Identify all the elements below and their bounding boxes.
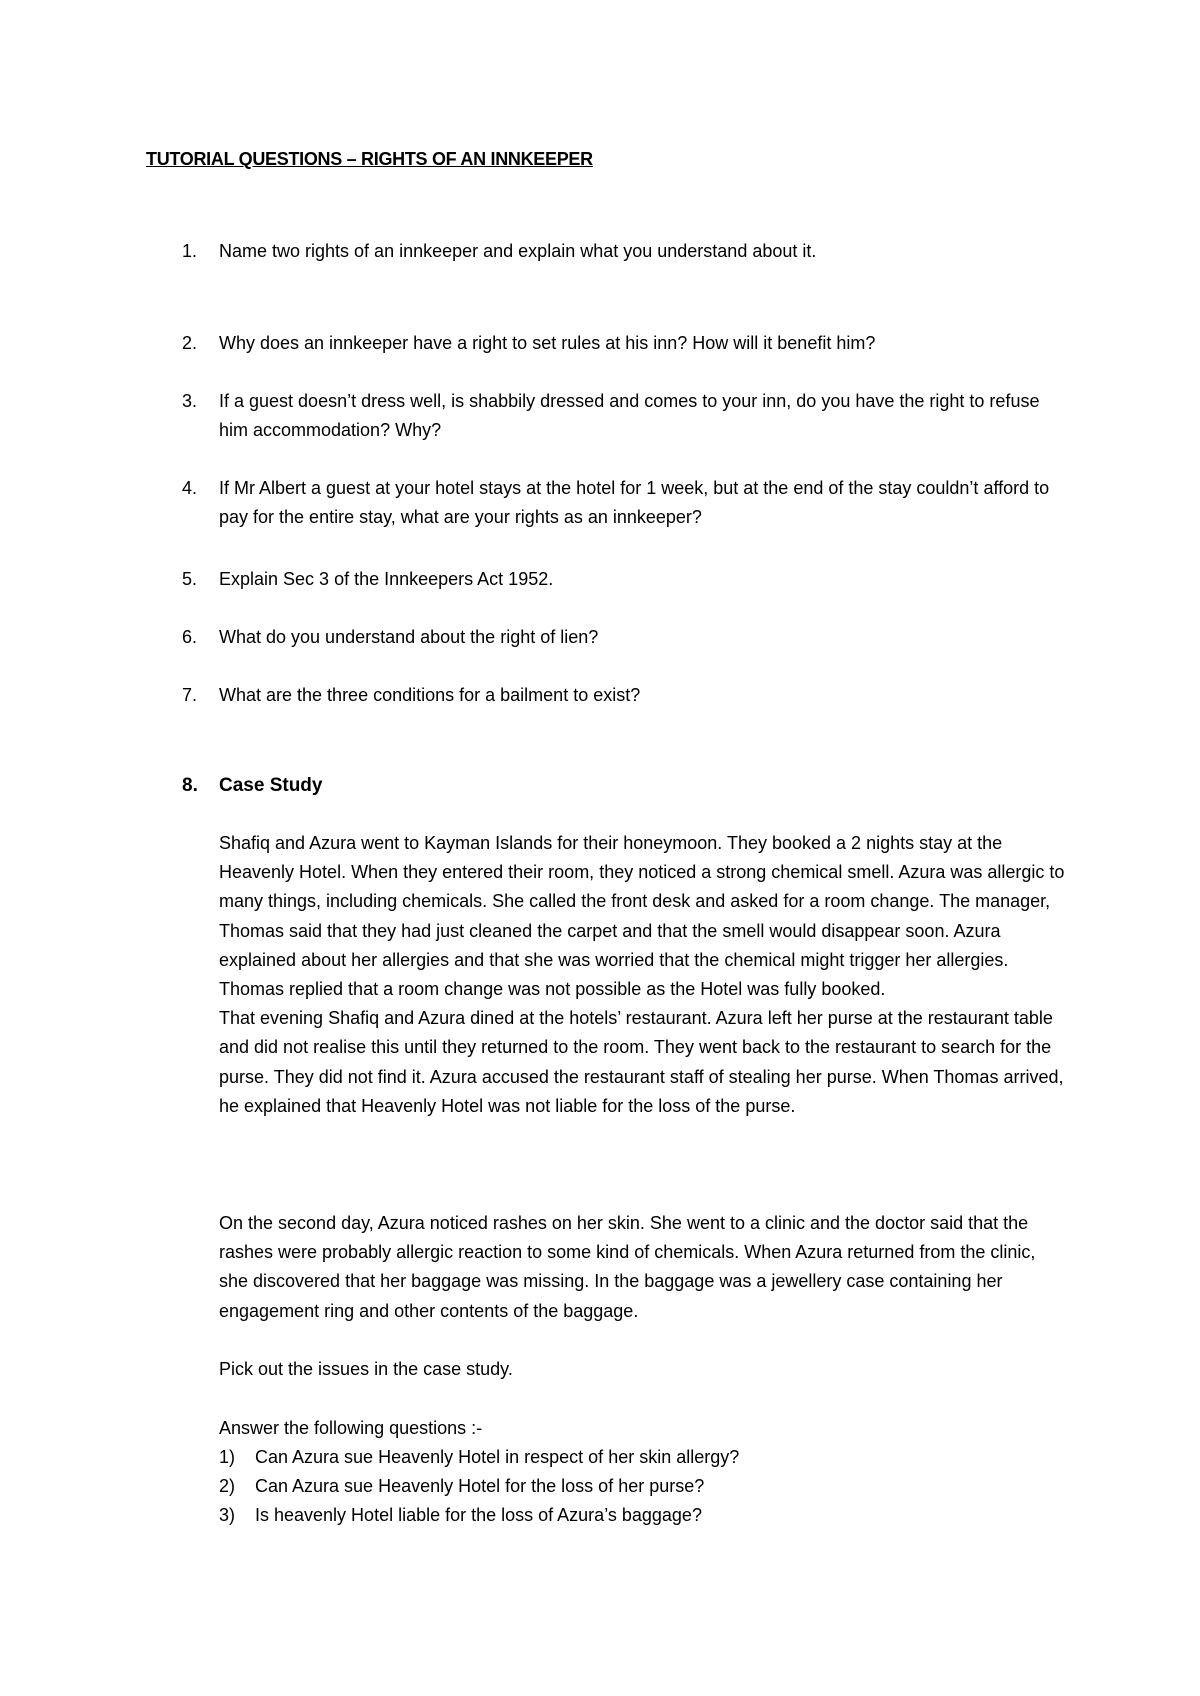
paragraph-text: Shafiq and Azura went to Kayman Islands for their honeymoon. They booked a 2 nights stay at the Heavenly Hotel. When they entered their room, they noticed a strong chemical smell. Azura was allergic to many things, including chemicals. She called the front desk and asked for a room change. The manager, Thomas said that they had just cleaned the carpet and that the smell would disappear soon. Azura explained about her allergies and that she was worried that the chemical might trigger her allergies. Thomas replied that a room change was not possible as the Hotel was fully booked. xyxy=(219,833,1065,1000)
document-title: TUTORIAL QUESTIONS – RIGHTS OF AN INNKEEPER xyxy=(146,149,593,169)
instruction-line: Pick out the issues in the case study. xyxy=(219,1359,513,1379)
question-item xyxy=(182,681,1062,710)
case-study-title: Case Study xyxy=(219,775,323,796)
question-number: 7. xyxy=(182,685,198,705)
sub-question-number: 1) xyxy=(219,1447,236,1467)
question-text: Explain Sec 3 of the Innkeepers Act 1952. xyxy=(219,569,554,589)
question-number: 5. xyxy=(182,569,198,589)
question-number: 1. xyxy=(182,241,198,261)
sub-question-text: Can Azura sue Heavenly Hotel in respect of her skin allergy? xyxy=(255,1447,740,1467)
question-text: What are the three conditions for a bailment to exist? xyxy=(219,685,641,705)
sub-question-text: Can Azura sue Heavenly Hotel for the loss of her purse? xyxy=(255,1476,705,1496)
sub-question-number: 3) xyxy=(219,1505,236,1525)
question-text: If Mr Albert a guest at your hotel stays at the hotel for 1 week, but at the end of the stay couldn’t afford to pay for the entire stay, what are your rights as an innkeeper? xyxy=(219,478,1050,527)
question-item xyxy=(182,565,1062,594)
instruction-text xyxy=(219,1355,1069,1384)
paragraph-text: On the second day, Azura noticed rashes on her skin. She went to a clinic and the doctor said that the rashes were probably allergic reaction to some kind of chemicals. When Azura returned from the clinic, she discovered that her baggage was missing. In the baggage was a jewellery case containing her engagement ring and other contents of the baggage. xyxy=(219,1213,1036,1321)
sub-question-item xyxy=(219,1472,1069,1501)
case-study-paragraph xyxy=(219,1209,1069,1326)
sub-question-number: 2) xyxy=(219,1476,236,1496)
answer-intro-line: Answer the following questions :- xyxy=(219,1418,483,1438)
question-text: If a guest doesn’t dress well, is shabbily dressed and comes to your inn, do you have the right to refuse him accommodation? Why? xyxy=(219,391,1040,440)
question-text: What do you understand about the right of lien? xyxy=(219,627,599,647)
question-item xyxy=(182,474,1062,532)
sub-question-item xyxy=(219,1443,1069,1472)
answer-intro xyxy=(219,1414,1069,1443)
question-item xyxy=(182,387,1062,445)
question-item xyxy=(182,329,1062,358)
question-number: 4. xyxy=(182,478,198,498)
sub-question-text: Is heavenly Hotel liable for the loss of Azura’s baggage? xyxy=(255,1505,702,1525)
case-study-heading xyxy=(182,771,322,800)
question-text: Name two rights of an innkeeper and explain what you understand about it. xyxy=(219,241,817,261)
question-text: Why does an innkeeper have a right to set rules at his inn? How will it benefit him? xyxy=(219,333,876,353)
question-item xyxy=(182,623,1062,652)
case-study-number: 8. xyxy=(182,775,198,796)
question-number: 6. xyxy=(182,627,198,647)
paragraph-text: That evening Shafiq and Azura dined at the hotels’ restaurant. Azura left her purse at the restaurant table and did not realise this until they returned to the room. They went back to the restaurant to search for the purse. They did not find it. Azura accused the restaurant staff of stealing her purse. When Thomas arrived, he explained that Heavenly Hotel was not liable for the loss of the purse. xyxy=(219,1008,1064,1116)
sub-question-item xyxy=(219,1501,1069,1530)
question-number: 2. xyxy=(182,333,198,353)
case-study-paragraph xyxy=(219,829,1069,1121)
question-number: 3. xyxy=(182,391,198,411)
question-item xyxy=(182,237,1062,266)
